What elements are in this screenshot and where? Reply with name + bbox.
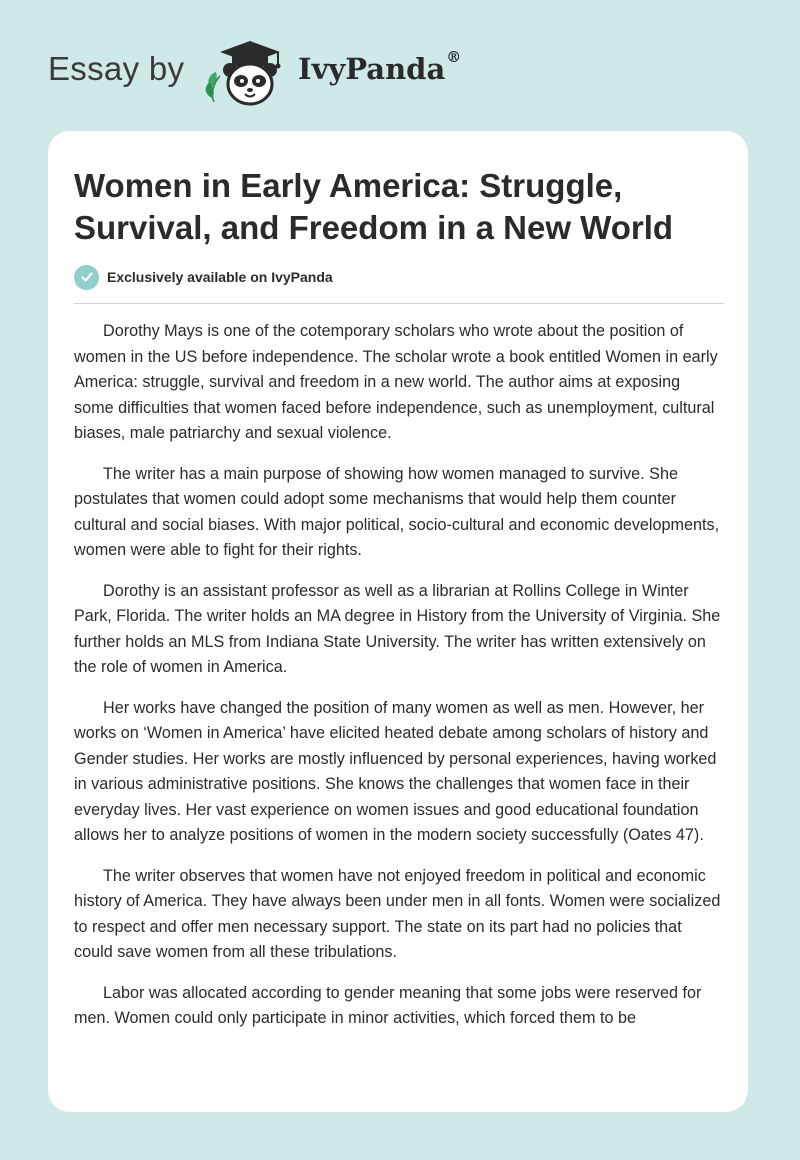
essay-by-label: Essay by (48, 50, 185, 87)
check-icon (74, 265, 99, 290)
paragraph: Her works have changed the position of many women as well as men. However, her works on ‘Women in America’ have elicited heated debate among scholars of history and Gender studies. Her works are mostly influenced by personal experiences, having worked in various administrative positions. She knows the challenges that women face in their everyday lives. Her vast experience on women issues and good educational foundation allows her to analyze positions of women in the modern society successfully (Oates 47). (74, 698, 717, 844)
paragraph: Dorothy is an assistant professor as well as a librarian at Rollins College in Winter Park, Florida. The writer holds an MA degree in History from the University of Virginia. She further holds an MLS from Indiana State University. The writer has written extensively on the role of women in America. (74, 581, 721, 676)
paragraph: Labor was allocated according to gender meaning that some jobs were reserved for men. Women could only participate in minor activities, which forced them to be (74, 983, 702, 1027)
brand-name[interactable]: IvyPanda® (298, 48, 462, 86)
registered-mark: ® (446, 48, 462, 66)
paragraph: Dorothy Mays is one of the cotemporary scholars who wrote about the position of women in the US before independence. The scholar wrote a book entitled Women in early America: struggle, survival and freedom in a new world. The author aims at exposing some difficulties that women faced before independence, such as unemployment, cultural biases, male patriarchy and sexual violence. (74, 322, 718, 442)
paragraph: The writer observes that women have not enjoyed freedom in political and economic history of America. They have always been under men in all fonts. Women were socialized to respect and offer men necessary support. The state on its part had no policies that could save women from all these tribulations. (74, 866, 721, 961)
exclusive-badge (74, 264, 333, 290)
essay-card (48, 131, 748, 1112)
exclusive-label: Exclusively available on IvyPanda (107, 269, 333, 285)
paragraph: The writer has a main purpose of showing how women managed to survive. She postulates that women could adopt some mechanisms that would help them counter cultural and social biases. With major political, socio-cultural and economic developments, women were able to fight for their rights. (74, 464, 720, 559)
panda-logo-icon[interactable] (200, 36, 294, 108)
site-header (0, 0, 800, 130)
essay-title: Women in Early America: Struggle, Survival, and Freedom in a New World (74, 167, 674, 246)
essay-body (74, 319, 724, 1047)
title-divider (74, 303, 724, 304)
